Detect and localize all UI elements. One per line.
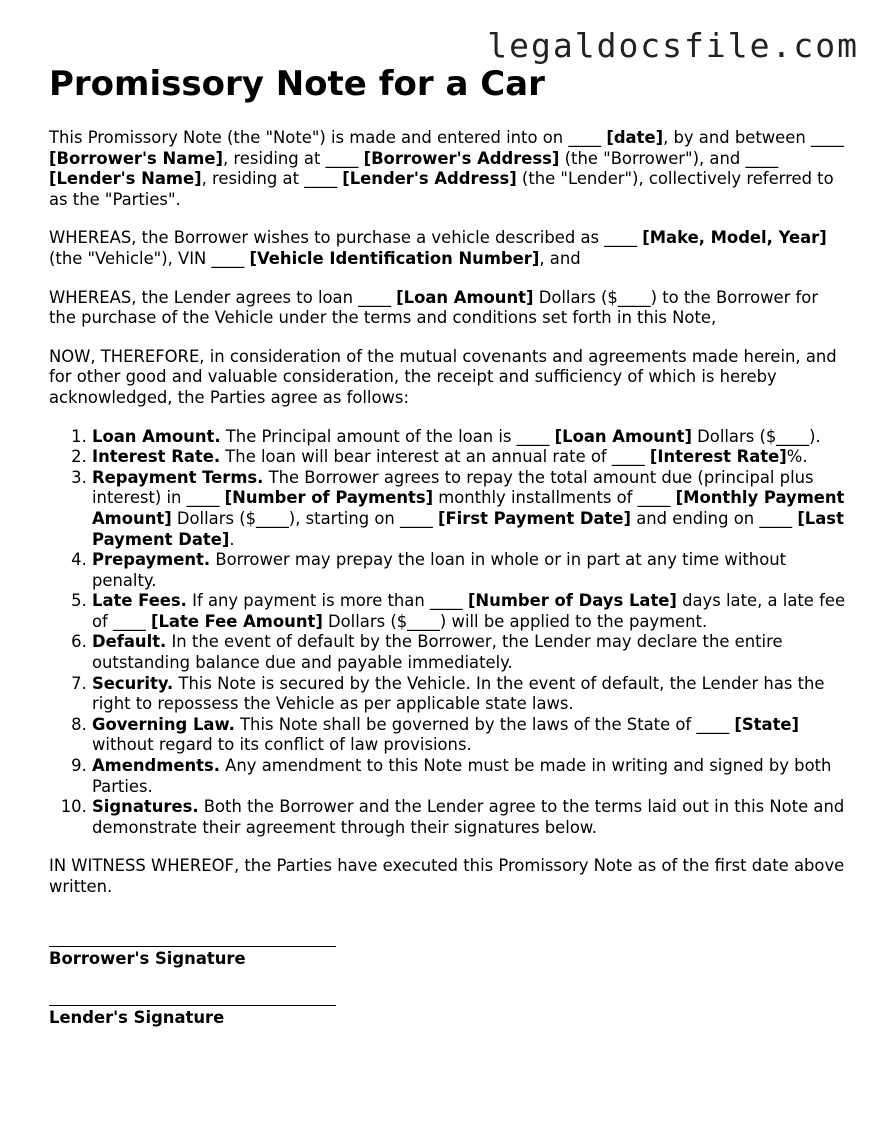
lender-signature-line[interactable]	[49, 987, 336, 1006]
document-body	[49, 128, 849, 1029]
whereas-loan-paragraph: WHEREAS, the Lender agrees to loan ____ [Loan Amount] Dollars ($____) to the Borrower for the purchase of the Vehicle under the terms and conditions set forth in this Note,	[49, 287, 819, 328]
clause-repayment-terms: 3. Repayment Terms. The Borrower agrees to repay the total amount due (principal plus interest) in ____ [Number of Payments] monthly installments of ____ [Monthly Payment Amount] Dollars ($____), starting on ____ [First Payment Date] and ending on ____ [Last Payment Date].	[92, 468, 849, 550]
borrower-signature-block	[49, 928, 849, 970]
clause-default: 6. Default. In the event of default by the Borrower, the Lender may declare the entire outstanding balance due and payable immediately.	[92, 632, 849, 673]
now-therefore-paragraph: NOW, THEREFORE, in consideration of the mutual covenants and agreements made herein, and for other good and valuable consideration, the receipt and sufficiency of which is hereby acknowledged, the Parties agree as follows:	[49, 346, 837, 407]
clause-amendments: 9. Amendments. Any amendment to this Note must be made in writing and signed by both Parties.	[92, 756, 849, 797]
clause-late-fees: 5. Late Fees. If any payment is more than ____ [Number of Days Late] days late, a late fee of ____ [Late Fee Amount] Dollars ($____) will be applied to the payment.	[92, 591, 849, 632]
lender-signature-label: Lender's Signature	[49, 1008, 225, 1028]
whereas-vehicle-paragraph: WHEREAS, the Borrower wishes to purchase a vehicle described as ____ [Make, Model, Year] (the "Vehicle"), VIN ____ [Vehicle Identification Number], and	[49, 228, 827, 268]
clause-prepayment: 4. Prepayment. Borrower may prepay the loan in whole or in part at any time without penalty.	[92, 550, 849, 591]
watermark: legaldocsfile.com	[487, 26, 859, 65]
intro-paragraph: This Promissory Note (the "Note") is made and entered into on ____ [date], by and between ____ [Borrower's Name], residing at ____ [Borrower's Address] (the "Borrower"), and ____ [Lender's Name], residing at ____ [Lender's Address] (the "Lender"), collectively referred to as the "Parties".	[49, 128, 844, 209]
clause-list	[49, 427, 849, 839]
clause-loan-amount: 1. Loan Amount. The Principal amount of the loan is ____ [Loan Amount] Dollars ($____).	[92, 427, 849, 448]
clause-signatures: 10. Signatures. Both the Borrower and the Lender agree to the terms laid out in this Note and demonstrate their agreement through their signatures below.	[92, 797, 849, 838]
clause-interest-rate: 2. Interest Rate. The loan will bear interest at an annual rate of ____ [Interest Rate]%.	[92, 447, 849, 468]
borrower-signature-line[interactable]	[49, 928, 336, 947]
page-title: Promissory Note for a Car	[49, 64, 545, 104]
lender-signature-block	[49, 987, 849, 1029]
borrower-signature-label: Borrower's Signature	[49, 948, 246, 968]
clause-governing-law: 8. Governing Law. This Note shall be governed by the laws of the State of ____ [State] without regard to its conflict of law provisions.	[92, 715, 849, 756]
clause-security: 7. Security. This Note is secured by the Vehicle. In the event of default, the Lender has the right to repossess the Vehicle as per applicable state laws.	[92, 674, 849, 715]
witness-paragraph: IN WITNESS WHEREOF, the Parties have executed this Promissory Note as of the first date above written.	[49, 856, 845, 896]
